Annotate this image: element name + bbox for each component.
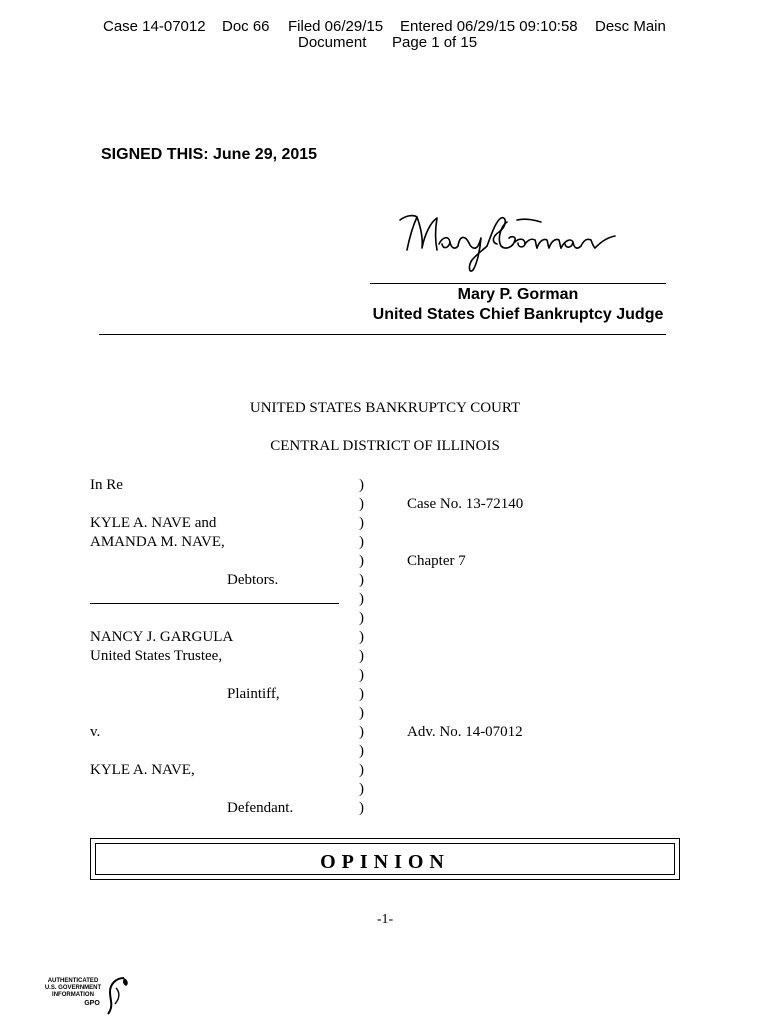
caption-in-re: In Re — [90, 477, 123, 493]
header-page: Page 1 of 15 — [392, 34, 478, 51]
caption-adversary-number: Adv. No. 14-07012 — [407, 724, 523, 740]
eagle-icon — [102, 974, 130, 1016]
header-case: Case 14-07012 — [103, 18, 206, 35]
caption-paren: ) — [359, 610, 364, 626]
caption-paren: ) — [359, 496, 364, 512]
caption-paren: ) — [359, 515, 364, 531]
caption-plaintiff-title: United States Trustee, — [90, 648, 223, 664]
gpo-logo-mark: GPO — [84, 1000, 100, 1007]
caption-paren: ) — [359, 534, 364, 550]
caption-paren: ) — [359, 705, 364, 721]
signed-date: SIGNED THIS: June 29, 2015 — [101, 146, 318, 163]
caption-versus: v. — [90, 724, 101, 740]
caption-defendant-name: KYLE A. NAVE, — [90, 762, 195, 778]
header-desc: Desc Main — [595, 18, 666, 35]
gpo-logo-line: U.S. GOVERNMENT — [44, 985, 102, 991]
caption-paren: ) — [359, 667, 364, 683]
caption-debtors-role: Debtors. — [227, 572, 279, 588]
caption-divider — [90, 603, 339, 604]
header-doc: Doc 66 — [222, 18, 270, 35]
caption-plaintiff-name: NANCY J. GARGULA — [90, 629, 234, 645]
gpo-authentication-logo — [42, 974, 132, 1018]
judge-title: United States Chief Bankruptcy Judge — [372, 306, 664, 323]
header-document: Document — [298, 34, 367, 51]
opinion-title-box — [90, 838, 680, 880]
judge-name: Mary P. Gorman — [457, 286, 579, 303]
opinion-title-inner-border — [95, 843, 675, 875]
caption-paren: ) — [359, 800, 364, 816]
gpo-logo-line: AUTHENTICATED — [47, 978, 99, 984]
caption-paren: ) — [359, 781, 364, 797]
caption-paren: ) — [359, 572, 364, 588]
opinion-title: OPINION — [320, 851, 450, 873]
caption-paren: ) — [359, 629, 364, 645]
signature-block-divider — [99, 334, 666, 335]
caption-defendant-role: Defendant. — [227, 800, 294, 816]
caption-paren: ) — [359, 648, 364, 664]
signature-image — [395, 208, 630, 280]
page-number: -1- — [376, 912, 394, 927]
court-district: CENTRAL DISTRICT OF ILLINOIS — [270, 438, 500, 454]
caption-paren: ) — [359, 743, 364, 759]
caption-chapter: Chapter 7 — [407, 553, 466, 569]
caption-debtor-1: KYLE A. NAVE and — [90, 515, 217, 531]
caption-paren: ) — [359, 477, 364, 493]
caption-paren: ) — [359, 591, 364, 607]
caption-plaintiff-role: Plaintiff, — [227, 686, 280, 702]
gpo-logo-line: INFORMATION — [52, 992, 94, 998]
court-name: UNITED STATES BANKRUPTCY COURT — [249, 400, 521, 416]
caption-paren: ) — [359, 724, 364, 740]
header-entered: Entered 06/29/15 09:10:58 — [400, 18, 578, 35]
caption-paren: ) — [359, 553, 364, 569]
caption-debtor-2: AMANDA M. NAVE, — [90, 534, 225, 550]
caption-paren: ) — [359, 686, 364, 702]
caption-case-number: Case No. 13-72140 — [407, 496, 524, 512]
header-filed: Filed 06/29/15 — [288, 18, 384, 35]
caption-paren: ) — [359, 762, 364, 778]
signature-line — [370, 283, 666, 284]
